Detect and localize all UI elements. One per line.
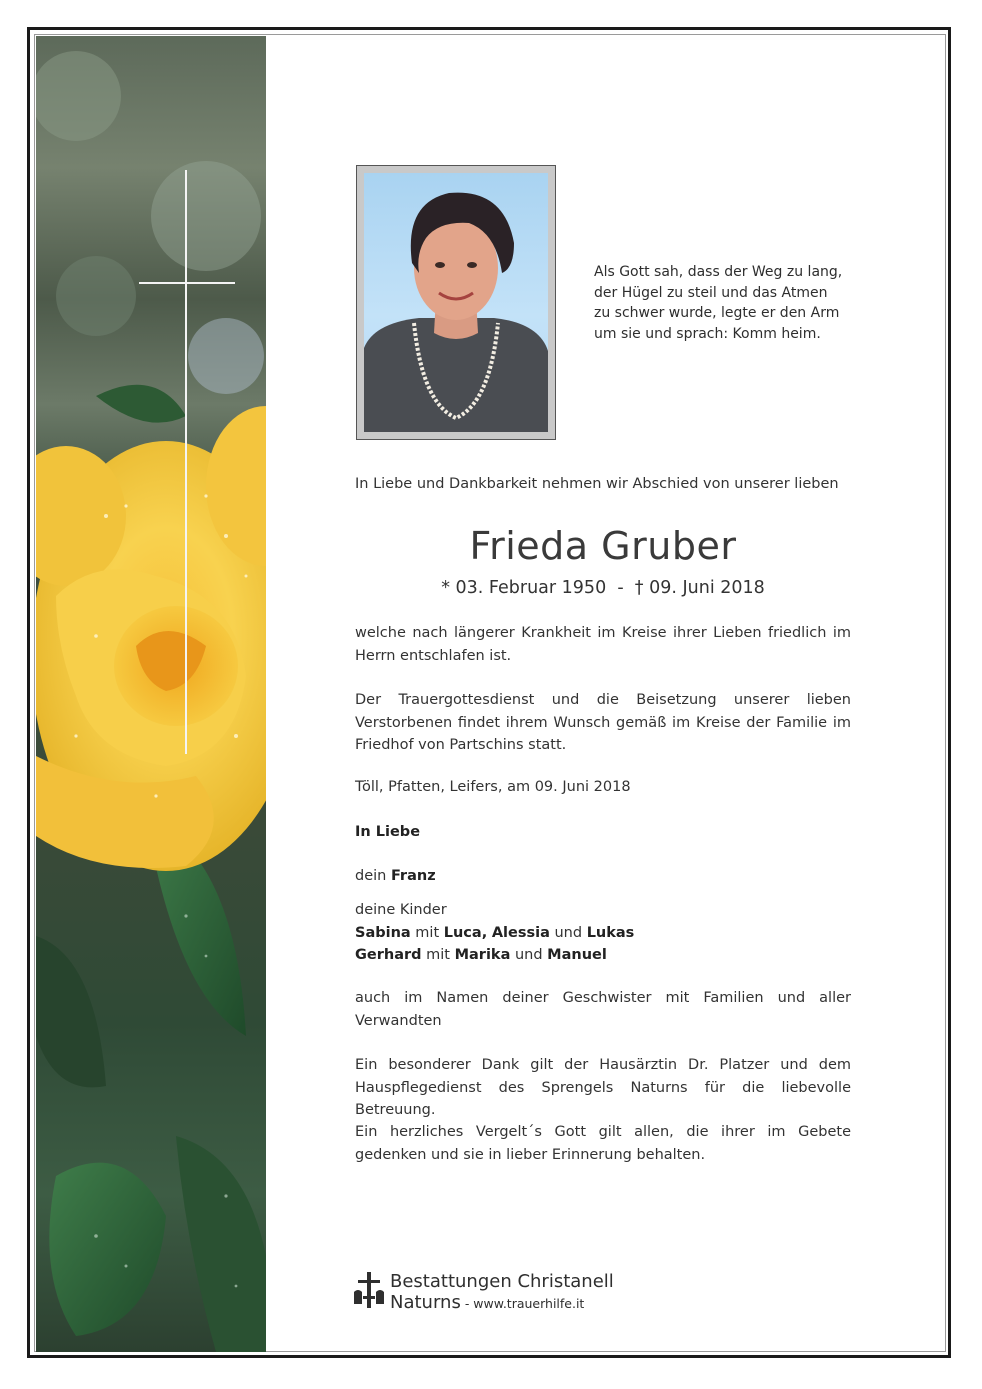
children-block [355,899,634,967]
service-paragraph: Der Trauergottesdienst und die Beisetzung unserer lieben Verstorbenen findet ihrem Wunsch gemäß im Kreise der Familie im Friedhof von Partschins statt. [355,692,851,753]
children-label: deine Kinder [355,902,447,918]
intro-text: In Liebe und Dankbarkeit nehmen wir Abschied von unserer lieben [355,476,839,492]
rose-illustration [36,36,266,1352]
funeral-home-website[interactable]: - www.trauerhilfe.it [460,1296,585,1311]
funeral-home-logo-icon [352,1270,386,1310]
portrait-illustration [364,173,548,432]
funeral-home-place: Naturns - www.trauerhilfe.it [390,1292,585,1313]
cross-icon-bar [139,282,235,284]
poem [594,262,884,344]
passing-paragraph: welche nach längerer Krankheit im Kreise ihrer Lieben friedlich im Herrn entschlafen ist. [355,625,851,664]
family-line: Gerhard mit Marika und Manuel [355,947,607,963]
portrait-photo [364,173,548,432]
gratitude-paragraph: Ein herzliches Vergelt´s Gott gilt allen, die ihrer im Gebete gedenken und sie in lieber Erinnerung behalten. [355,1124,851,1163]
deceased-name: Frieda Gruber [469,524,737,568]
husband-line: dein Franz [355,868,436,884]
life-dates: * 03. Februar 1950 - † 09. Juni 2018 [441,578,765,598]
cross-icon [185,170,187,754]
in-love-label: In Liebe [355,824,421,840]
poem-line: um sie und sprach: Komm heim. [594,325,821,342]
family-line: Sabina mit Luca, Alessia und Lukas [355,924,635,941]
poem-line: Als Gott sah, dass der Weg zu lang, [594,264,843,280]
poem-line: zu schwer wurde, legte er den Arm [594,305,840,321]
funeral-home-name: Bestattungen Christanell [390,1271,614,1292]
rose-image-panel [36,36,266,1352]
thanks-paragraph: Ein besonderer Dank gilt der Hausärztin Dr. Platzer und dem Hauspflegedienst des Sprengels Naturns für die liebevolle Betreuung. [355,1057,851,1118]
place-date: Töll, Pfatten, Leifers, am 09. Juni 2018 [355,779,631,795]
relatives-paragraph: auch im Namen deiner Geschwister mit Familien und aller Verwandten [355,990,851,1029]
poem-line: der Hügel zu steil und das Atmen [594,284,828,301]
portrait-frame [356,165,556,440]
